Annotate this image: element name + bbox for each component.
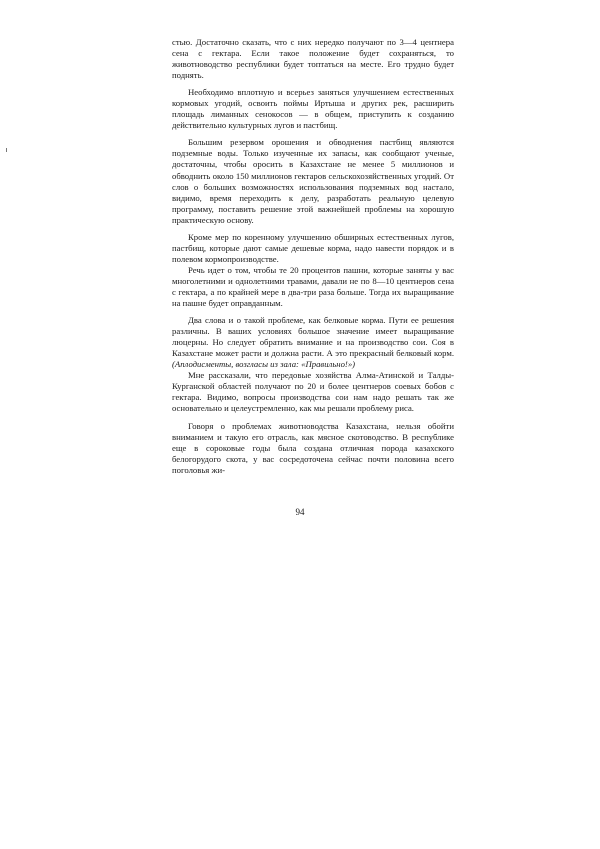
page-number: 94 [295,507,305,517]
paragraph-6-text: Два слова и о такой проблеме, как белковые корма. Пути ее решения различны. В ваших условиях большое значение имеет выращивание люцерны. Но следует обратить внимание и на производство сои. Соя в Казахстане может расти и должна расти. А это прекрасный белковый корм. [172,315,454,359]
body-text [172,37,454,482]
paragraph-2: Необходимо вплотную и всерьез заняться улучшением естественных кормовых угодий, освоить поймы Иртыша и других рек, расширить площадь лиманных сенокосов — в общем, приступить к созданию действительно культурных лугов и пастбищ. [172,87,454,131]
paragraph-5: Речь идет о том, чтобы те 20 процентов пашни, которые заняты у вас многолетними и однолетними травами, давали не по 8—10 центнеров сена с гектара, а по крайней мере в два-три раза больше. Тогда их выращивание на пашне будет оправданным. [172,264,454,309]
paragraph-4: Кроме мер по коренному улучшению обширных естественных лугов, пастбищ, которые дают самые дешевые корма, надо навести порядок и в полевом кормопроизводстве. [172,231,454,264]
paragraph-8: Говоря о проблемах животноводства Казахстана, нельзя обойти вниманием и такую его отрасль, как мясное скотоводство. В республике еще в сороковые годы была создана отличная порода казахского белогорудого скота, у вас сосредоточена сейчас почти половина всего поголовья жи- [172,420,454,475]
paragraph-3: Большим резервом орошения и обводнения пастбищ являются подземные воды. Только изученные их запасы, как сообщают ученые, достаточны, чтобы оросить в Казахстане не менее 5 миллионов и обводнить около 150 миллионов гектаров сельскохозяйственных угодий. От слов о больших возможностях использования подземных вод настало, видимо, время переходить к делу, разработать реальную целевую программу, поставить решение этой важнейшей проблемы на хорошую практическую основу. [172,137,454,225]
paragraph-7: Мне рассказали, что передовые хозяйства Алма-Атинской и Талды-Курганской областей получают по 20 и более центнеров соевых бобов с гектара. Видимо, вопросы производства сои нам надо решать так же основательно и целеустремленно, как мы решали проблему риса. [172,370,454,414]
audience-remark: (Аплодисменты, возгласы из зала: «Правильно!») [172,359,356,370]
paragraph-1: стью. Достаточно сказать, что с них нередко получают по 3—4 центнера сена с гектара. Если такое положение будет сохраняться, то животноводство республики будет топтаться на месте. Его трудно будет поднять. [172,37,454,81]
paragraph-6 [172,315,454,370]
margin-mark [6,148,7,152]
